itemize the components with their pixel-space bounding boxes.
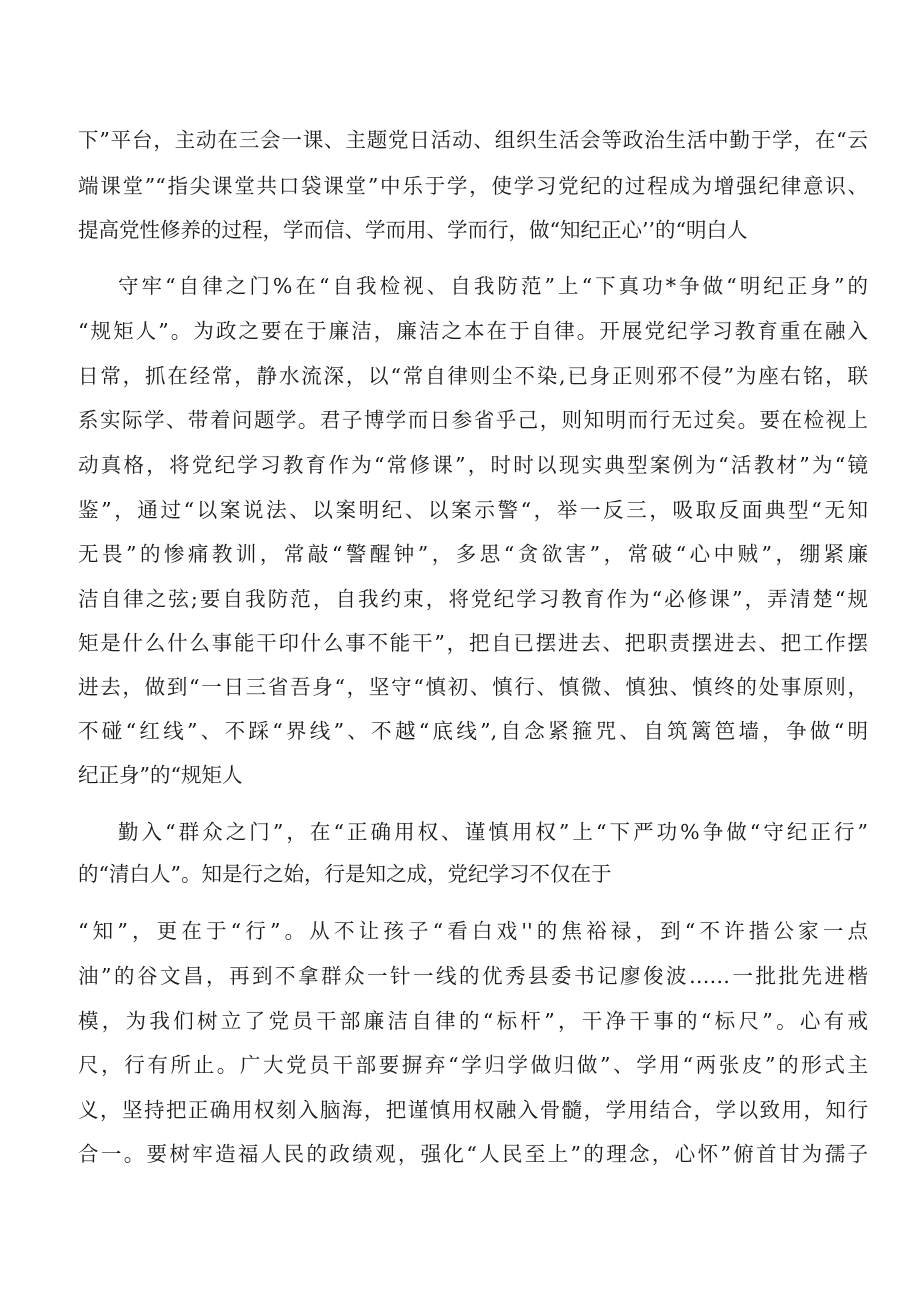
text-line: 义，坚持把正确用权刻入脑海，把谨慎用权融入骨髓，学用结合，学以致用，知行 (78, 1098, 868, 1122)
text-line: 矩是什么什么事能干印什么事不能干”，把自已摆进去、把职责摆进去、把工作摆 (78, 631, 868, 655)
text-line: 纪正身”的“规矩人 (78, 763, 243, 787)
text-line: 提高党性修养的过程，学而信、学而用、学而行，做“知纪正心’’的“明白人 (78, 218, 748, 242)
text-line: 下”平台，主动在三会一课、主题党日活动、组织生活会等政治生活中勤于学，在“云 (78, 128, 868, 152)
text-line: 进去，做到“一日三省吾身“，坚守“慎初、慎行、慎微、慎独、慎终的处事原则， (78, 675, 868, 699)
text-line: “规矩人”。为政之要在于廉洁，廉洁之本在于自律。开展党纪学习教育重在融入 (78, 319, 868, 343)
text-line: 不碰“红线”、不踩“界线”、不越“底线”,自念紧箍咒、自筑篱笆墙，争做“明 (78, 719, 868, 743)
text-line: 合一。要树牢造福人民的政绩观，强化“人民至上”的理念，心怀”俯首甘为孺子 (78, 1142, 868, 1166)
text-line: 油”的谷文昌，再到不拿群众一针一线的优秀县委书记廖俊波……一批批先进楷 (78, 964, 868, 988)
text-line: 洁自律之弦;要自我防范，自我约束，将党纪学习教育作为“必修课”，弄清楚“规 (78, 587, 868, 611)
text-line: 的“清白人”。知是行之始，行是知之成，党纪学习不仅在于 (78, 862, 612, 886)
text-line: 尺，行有所止。广大党员干部要摒弃“学归学做归做”、学用“两张皮”的形式主 (78, 1053, 868, 1077)
text-line: 无畏”的惨痛教训，常敲“警醒钟”，多思“贪欲害”，常破“心中贼”，绷紧廉 (78, 542, 868, 566)
text-line: 动真格，将党纪学习教育作为“常修课”，时时以现实典型案例为“活教材”为“镜 (78, 453, 868, 477)
text-line: 守牢“自律之门%在“自我检视、自我防范”上“下真功*争做“明纪正身”的 (118, 274, 868, 298)
text-line: 模，为我们树立了党员干部廉洁自律的“标杆”，干净干事的“标尺”。心有戒 (78, 1009, 868, 1033)
text-line: 端课堂”“指尖课堂共口袋课堂”中乐于学，使学习党纪的过程成为增强纪律意识、 (78, 174, 868, 198)
text-line: 鉴”，通过“以案说法、以案明纪、以案示警“，举一反三，吸取反面典型“无知 (78, 498, 868, 522)
text-line: “知”，更在于“行”。从不让孩子“看白戏''的焦裕禄，到“不许揩公家一点 (78, 919, 868, 943)
text-line: 勤入“群众之门”，在“正确用权、谨慎用权”上“下严功%争做“守纪正行” (118, 820, 868, 844)
text-line: 系实际学、带着问题学。君子博学而日参省乎己，则知明而行无过矣。要在检视上 (78, 408, 868, 432)
text-line: 日常，抓在经常，静水流深，以“常自律则尘不染,已身正则邪不侵”为座右铭，联 (78, 364, 868, 388)
